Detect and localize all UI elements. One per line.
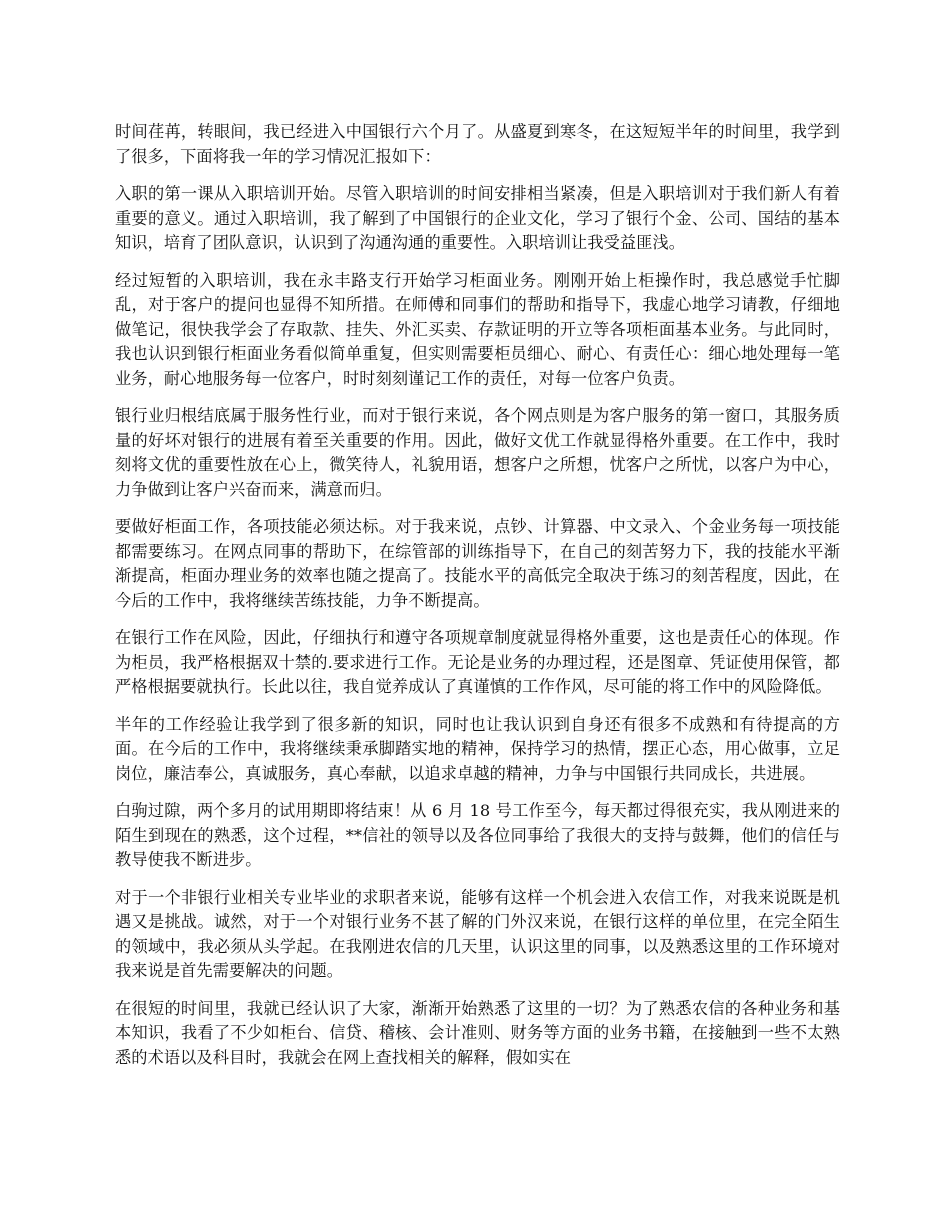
paragraph-4: 银行业归根结底属于服务性行业，而对于银行来说，各个网点则是为客户服务的第一窗口，其服务质量的好坏对银行的进展有着至关重要的作用。因此，做好文优工作就显得格外重要。在工作中，我时刻将文优的重要性放在心上，微笑待人，礼貌用语，想客户之所想，忧客户之所忧，以客户为中心，力争做到让客户兴奋而来，满意而归。	[115, 406, 840, 499]
paragraph-1: 时间荏苒，转眼间，我已经进入中国银行六个月了。从盛夏到寒冬，在这短短半年的时间里，我学到了很多，下面将我一年的学习情况汇报如下：	[115, 122, 840, 166]
paragraph-5: 要做好柜面工作，各项技能必须达标。对于我来说，点钞、计算器、中文录入、个金业务每一项技能都需要练习。在网点同事的帮助下，在综管部的训练指导下，在自己的刻苦努力下，我的技能水平渐渐提高，柜面办理业务的效率也随之提高了。技能水平的高低完全取决于练习的刻苦程度，因此，在今后的工作中，我将继续苦练技能，力争不断提高。	[115, 517, 840, 610]
document-page	[115, 120, 840, 1083]
paragraph-6: 在银行工作在风险，因此，仔细执行和遵守各项规章制度就显得格外重要，这也是责任心的体现。作为柜员，我严格根据双十禁的.要求进行工作。无论是业务的办理过程，还是图章、凭证使用保管，都严格根据要就执行。长此以往，我自觉养成认了真谨慎的工作作风，尽可能的将工作中的风险降低。	[115, 628, 840, 696]
paragraph-3: 经过短暂的入职培训，我在永丰路支行开始学习柜面业务。刚刚开始上柜操作时，我总感觉手忙脚乱，对于客户的提问也显得不知所措。在师傅和同事们的帮助和指导下，我虚心地学习请教，仔细地做笔记，很快我学会了存取款、挂失、外汇买卖、存款证明的开立等各项柜面基本业务。与此同时，我也认识到银行柜面业务看似简单重复，但实则需要柜员细心、耐心、有责任心：细心地处理每一笔业务，耐心地服务每一位客户，时时刻刻谨记工作的责任，对每一位客户负责。	[115, 270, 840, 388]
paragraph-10: 在很短的时间里，我就已经认识了大家，渐渐开始熟悉了这里的一切？为了熟悉农信的各种业务和基本知识，我看了不少如柜台、信贷、稽核、会计准则、财务等方面的业务书籍，在接触到一些不太熟悉的术语以及科目时，我就会在网上查找相关的解释，假如实在	[115, 998, 840, 1067]
paragraph-9: 对于一个非银行业相关专业毕业的求职者来说，能够有这样一个机会进入农信工作，对我来说既是机遇又是挑战。诚然，对于一个对银行业务不甚了解的门外汉来说，在银行这样的单位里，在完全陌生的领域中，我必须从头学起。在我刚进农信的几天里，认识这里的同事，以及熟悉这里的工作环境对我来说是首先需要解决的问题。	[115, 887, 840, 980]
paragraph-2: 入职的第一课从入职培训开始。尽管入职培训的时间安排相当紧凑，但是入职培训对于我们新人有着重要的意义。通过入职培训，我了解到了中国银行的企业文化，学习了银行个金、公司、国结的基本知识，培育了团队意识，认识到了沟通沟通的重要性。入职培训让我受益匪浅。	[115, 184, 840, 252]
paragraph-7: 半年的工作经验让我学到了很多新的知识，同时也让我认识到自身还有很多不成熟和有待提高的方面。在今后的工作中，我将继续秉承脚踏实地的精神，保持学习的热情，摆正心态，用心做事，立足岗位，廉洁奉公，真诚服务，真心奉献，以追求卓越的精神，力争与中国银行共同成长，共进展。	[115, 714, 840, 783]
paragraph-8: 白驹过隙，两个多月的试用期即将结束！从 6 月 18 号工作至今，每天都过得很充实，我从刚进来的陌生到现在的熟悉，这个过程，**信社的领导以及各位同事给了我很大的支持与鼓舞，他们的信任与教导使我不断进步。	[115, 801, 840, 869]
